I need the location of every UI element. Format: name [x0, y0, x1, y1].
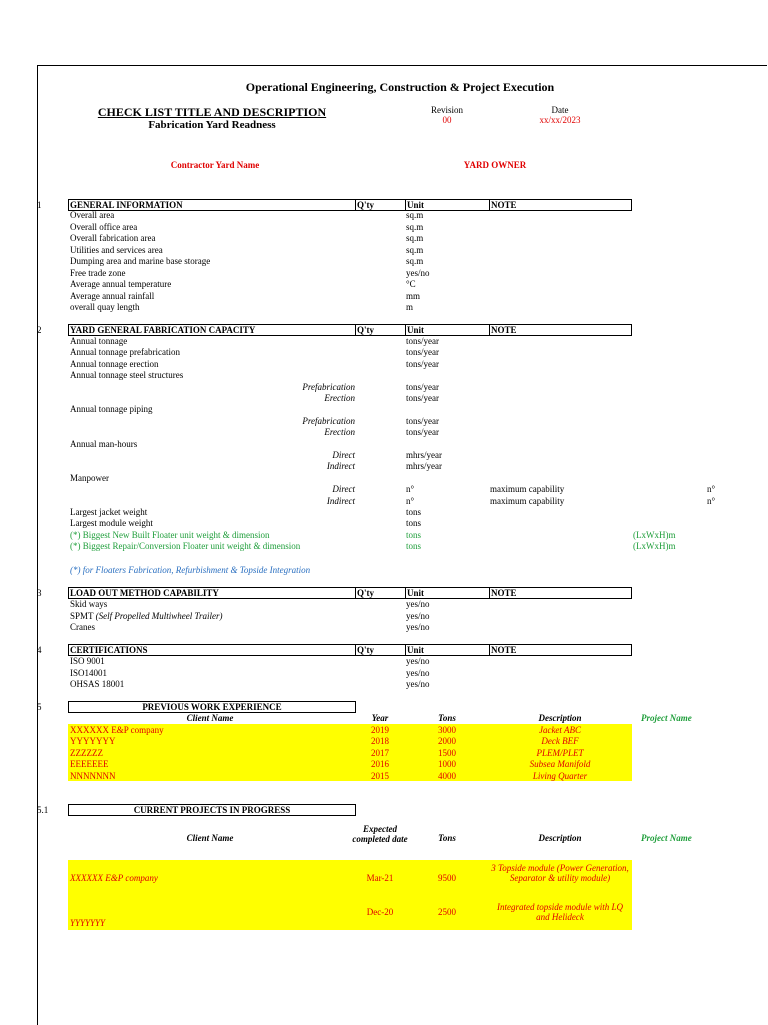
section-title: GENERAL INFORMATION: [70, 200, 183, 210]
org-title: Operational Engineering, Construction & Project Execution: [245, 80, 555, 94]
row-unit: sq.m: [406, 256, 424, 266]
note-header: NOTE: [491, 588, 517, 598]
row-label: Annual man-hours: [70, 438, 138, 449]
row-extra: n°: [707, 484, 716, 495]
project-name-header: Project Name: [641, 833, 692, 843]
unit-header: Unit: [407, 645, 425, 655]
section-header-general-info: [68, 199, 632, 211]
checklist-subtitle: Fabrication Yard Readness: [148, 119, 276, 131]
tons-value: 3000: [438, 725, 456, 735]
section-number: 3: [37, 588, 42, 598]
project-name-header: Project Name: [641, 713, 692, 723]
current-description: 3 Topside module (Power Generation, Separator & utility module): [491, 863, 629, 883]
description-value: Living Quarter: [532, 770, 588, 781]
section-header-fabrication-capacity: [68, 324, 632, 336]
unit-header: Unit: [407, 325, 425, 335]
note-header: NOTE: [491, 325, 517, 335]
row-unit: mhrs/year: [406, 461, 442, 472]
row-unit: tons/year: [406, 347, 439, 358]
row-sublabel: Prefabrication: [302, 415, 355, 426]
section-title: LOAD OUT METHOD CAPABILITY: [70, 588, 219, 598]
row-unit: yes/no: [406, 667, 430, 678]
qty-header: Q'ty: [357, 325, 374, 335]
section-title: YARD GENERAL FABRICATION CAPACITY: [70, 325, 256, 335]
tons-value: 2000: [438, 736, 456, 747]
row-sublabel: Indirect: [326, 461, 355, 472]
row-extra: (LxWxH)m: [633, 529, 676, 540]
year-value: 2017: [371, 747, 389, 758]
year-header: Year: [371, 713, 389, 723]
qty-header: Q'ty: [357, 200, 374, 210]
row-unit: sq.m: [406, 233, 424, 243]
section-header-certifications: [68, 644, 632, 656]
client-name: EEEEEEE: [70, 759, 109, 770]
row-label: (*) Biggest New Built Floater unit weight & dimension: [70, 529, 270, 540]
client-name: NNNNNNN: [70, 770, 116, 781]
row-label: Dumping area and marine base storage: [70, 256, 211, 266]
row-sublabel: Direct: [332, 450, 355, 460]
row-label: Largest jacket weight: [70, 507, 148, 517]
row-unit: tons: [406, 518, 422, 529]
row-unit: tons/year: [406, 415, 439, 426]
row-unit: sq.m: [406, 244, 424, 255]
row-unit: m: [406, 302, 414, 312]
row-label: Annual tonnage steel structures: [70, 370, 184, 381]
current-tons: 9500: [438, 873, 456, 883]
row-sublabel: Erection: [324, 427, 355, 438]
row-label: Annual tonnage: [70, 336, 128, 346]
description-header: Description: [538, 713, 582, 723]
row-label: overall quay length: [70, 302, 140, 312]
row-sublabel: Erection: [324, 393, 355, 403]
row-unit: mhrs/year: [406, 450, 442, 460]
section-header-current-projects: [68, 804, 356, 816]
row-label: (*) Biggest Repair/Conversion Floater unit weight & dimension: [70, 541, 301, 552]
section-number: 2: [37, 325, 42, 335]
row-label: ISO14001: [70, 667, 108, 678]
checklist-title: CHECK LIST TITLE AND DESCRIPTION: [97, 105, 327, 119]
row-unit: n°: [406, 484, 415, 495]
row-label-italic: (Self Propelled Multiwheel Trailer): [95, 610, 223, 621]
qty-header: Q'ty: [357, 645, 374, 655]
client-name: XXXXXX E&P company: [70, 725, 164, 735]
row-label: Annual tonnage prefabrication: [70, 347, 180, 358]
client-name-header: Client Name: [186, 713, 234, 723]
current-client-name: YYYYYYY: [70, 918, 106, 928]
row-label-text: Cranes: [70, 622, 95, 632]
current-description: Integrated topside module with LQ and Helideck: [497, 902, 623, 922]
row-label-text: SPMT: [70, 610, 96, 621]
row-unit: tons/year: [406, 358, 439, 369]
row-unit: yes/no: [406, 622, 430, 632]
row-unit: °C: [406, 279, 416, 289]
row-unit: tons: [406, 541, 422, 552]
row-sublabel: Prefabrication: [302, 381, 355, 392]
section-number: 5.1: [37, 805, 49, 815]
tons-value: 4000: [438, 770, 456, 781]
row-extra: (LxWxH)m: [633, 541, 676, 552]
current-date: Dec-20: [366, 907, 394, 917]
row-label: Annual tonnage erection: [70, 358, 159, 369]
row-label: Manpower: [70, 472, 109, 483]
revision-label: Revision: [430, 105, 463, 115]
row-unit: sq.m: [406, 210, 424, 220]
row-label: OHSAS 18001: [70, 679, 125, 689]
row-label-text: Skid ways: [70, 599, 108, 609]
row-label: Largest module weight: [70, 518, 153, 529]
current-tons: 2500: [438, 907, 456, 917]
section-title: PREVIOUS WORK EXPERIENCE: [142, 702, 282, 712]
client-name: YYYYYYY: [70, 736, 116, 747]
tons-value: 1500: [438, 747, 456, 758]
row-unit: yes/no: [406, 679, 430, 689]
row-note: maximum capability: [490, 484, 565, 495]
row-unit: tons/year: [406, 381, 439, 392]
row-label: Average annual temperature: [70, 279, 172, 289]
section-header-load-out: [68, 587, 632, 599]
contractor-label: Contractor Yard Name: [170, 160, 260, 170]
note-header: NOTE: [491, 200, 517, 210]
row-label: ISO 9001: [70, 656, 105, 666]
expected-date-header: Expected completed date: [352, 824, 408, 844]
current-client-name: XXXXXX E&P company: [70, 873, 158, 883]
row-unit: tons/year: [406, 427, 439, 438]
row-unit: yes/no: [406, 656, 430, 666]
row-unit: tons: [406, 529, 422, 540]
year-value: 2019: [371, 725, 389, 735]
row-label: Average annual rainfall: [70, 290, 155, 301]
year-value: 2015: [371, 770, 389, 781]
floaters-footnote: (*) for Floaters Fabrication, Refurbishment & Topside Integration: [70, 565, 311, 575]
client-name-header: Client Name: [186, 833, 234, 843]
row-unit: tons/year: [406, 393, 439, 403]
row-unit: yes/no: [406, 610, 430, 621]
row-unit: n°: [406, 495, 415, 506]
row-unit: sq.m: [406, 221, 424, 232]
date-value: xx/xx/2023: [539, 115, 581, 125]
row-label: [70, 611, 223, 622]
unit-header: Unit: [407, 588, 425, 598]
row-unit: tons: [406, 507, 422, 517]
row-unit: yes/no: [406, 599, 430, 609]
description-header: Description: [538, 833, 582, 843]
owner-label: YARD OWNER: [463, 160, 527, 170]
row-label: [70, 599, 107, 610]
section-number: 5: [37, 702, 42, 712]
row-sublabel: Indirect: [326, 495, 355, 506]
date-label: Date: [551, 105, 569, 115]
revision-value: 00: [442, 115, 452, 125]
year-value: 2018: [371, 736, 389, 747]
row-note: maximum capability: [490, 495, 565, 506]
current-date: Mar-21: [366, 873, 394, 883]
row-label: Annual tonnage piping: [70, 404, 153, 415]
row-extra: n°: [707, 495, 716, 506]
description-value: PLEM/PLET: [536, 747, 584, 758]
row-label: [70, 622, 95, 633]
row-unit: tons/year: [406, 336, 439, 346]
tons-header: Tons: [438, 713, 456, 723]
description-value: Jacket ABC: [538, 725, 582, 735]
row-label: Free trade zone: [70, 267, 126, 278]
unit-header: Unit: [407, 200, 425, 210]
section-number: 4: [37, 645, 42, 655]
note-header: NOTE: [491, 645, 517, 655]
row-label: Overall office area: [70, 221, 138, 232]
row-sublabel: Direct: [332, 484, 355, 495]
qty-header: Q'ty: [357, 588, 374, 598]
year-value: 2016: [371, 759, 389, 770]
row-label: Utilities and services area: [70, 244, 163, 255]
row-label: Overall area: [70, 210, 115, 220]
section-title: CERTIFICATIONS: [70, 645, 148, 655]
row-unit: yes/no: [406, 267, 430, 278]
section-number: 1: [37, 200, 42, 210]
tons-header: Tons: [438, 833, 456, 843]
tons-value: 1000: [438, 759, 456, 770]
section-header-previous-work: [68, 701, 356, 713]
section-title: CURRENT PROJECTS IN PROGRESS: [133, 805, 291, 815]
client-name: ZZZZZZ: [70, 747, 103, 758]
row-unit: mm: [406, 290, 421, 301]
description-value: Deck BEF: [541, 736, 579, 747]
description-value: Subsea Manifold: [529, 759, 591, 770]
row-label: Overall fabrication area: [70, 233, 156, 243]
